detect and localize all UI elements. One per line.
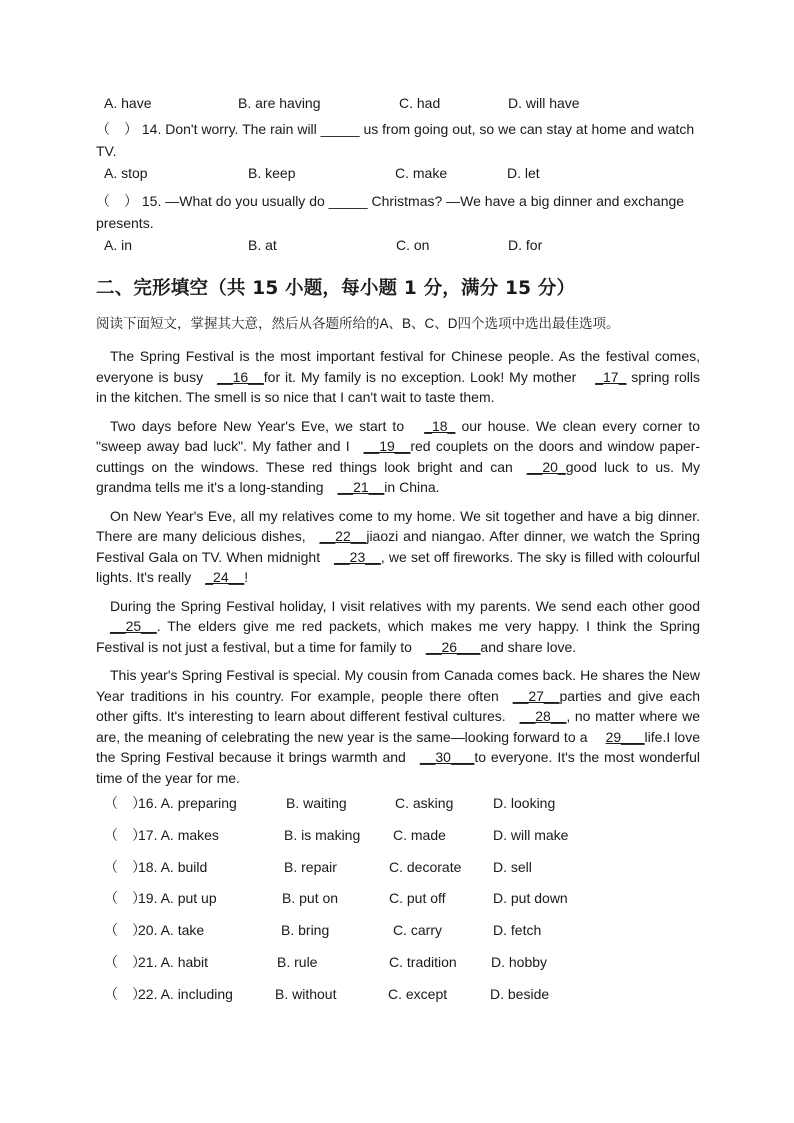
blank-22: __22__ (319, 528, 367, 544)
passage-text: good luck to us. My grandma tells me it's a long-standing (96, 458, 700, 495)
passage-text: On New Year's Eve, all my relatives come to my home. We sit together and have a big dinner. There are many delicious dishes, (96, 507, 700, 544)
answer-paren: （ ） (104, 890, 146, 907)
option-c: C. made (393, 826, 446, 843)
option-d: D. hobby (491, 953, 548, 970)
option-d: D. looking (493, 795, 556, 811)
option-a: 16. A. preparing (138, 795, 237, 811)
cloze-question-list (96, 792, 700, 1015)
option-a: A. in (104, 237, 133, 253)
passage-text: This year's Spring Festival is special. My cousin from Canada comes back. He shares the New Year traditions in his country. For example, people there often (96, 667, 700, 704)
option-d: D. fetch (493, 922, 542, 939)
cloze-question-20 (96, 919, 700, 951)
option-d: D. for (508, 237, 543, 253)
answer-paren: （ ） (96, 121, 138, 137)
option-c: C. except (388, 985, 448, 1002)
answer-paren: （ ） (104, 922, 146, 939)
option-b: B. is making (284, 826, 361, 843)
option-d: D. beside (490, 985, 550, 1002)
blank-18: _18_ (424, 417, 456, 434)
passage-text: in China. (384, 479, 440, 495)
option-c: C. tradition (389, 953, 457, 970)
option-d: D. will have (508, 95, 580, 111)
cloze-question-16 (96, 792, 700, 824)
option-c: C. had (399, 95, 441, 111)
passage-text: to everyone. It's the most wonderful time of the year for me. (96, 749, 700, 786)
q15-options (96, 234, 700, 256)
option-b: B. rule (277, 953, 318, 970)
blank-23: __23__ (334, 548, 381, 565)
option-a: 17. A. makes (138, 826, 219, 843)
option-a: A. have (104, 95, 152, 111)
option-c: C. on (396, 237, 430, 253)
option-b: B. are having (238, 95, 321, 111)
blank-28: __28__ (519, 708, 567, 724)
option-b: B. bring (281, 922, 330, 939)
option-c: C. put off (389, 890, 446, 907)
option-a: 19. A. put up (138, 890, 217, 907)
passage-paragraph-5 (96, 665, 700, 788)
passage-text: During the Spring Festival holiday, I visit relatives with my parents. We send each other good (110, 597, 700, 614)
blank-21: __21__ (337, 479, 385, 495)
option-b: B. put on (282, 890, 339, 907)
option-b: B. keep (248, 165, 296, 181)
option-a: A. stop (104, 165, 148, 181)
q14-options (96, 162, 700, 184)
option-c: C. decorate (389, 858, 462, 875)
blank-20: __20_ (526, 458, 566, 475)
option-d: D. let (507, 165, 540, 181)
blank-16: __16__ (217, 368, 264, 385)
passage-text: jiaozi and niangao. After dinner, we watch the Spring Festival Gala on TV. When midnight (96, 528, 700, 565)
answer-paren: （ ） (104, 858, 146, 875)
blank-26: __26___ (425, 638, 481, 655)
option-b: B. at (248, 237, 277, 253)
exam-page (96, 92, 700, 1015)
passage-paragraph-3 (96, 506, 700, 588)
option-b: B. repair (284, 858, 337, 875)
passage-text: parties and give each other gifts. It's interesting to learn about different festival cultures. (96, 687, 700, 724)
cloze-question-22 (96, 983, 700, 1015)
option-c: C. asking (395, 795, 454, 811)
passage-text: life.I love the Spring Festival because it brings warmth and (96, 728, 701, 765)
passage-text: The Spring Festival is the most important festival for Chinese people. As the festival comes, everyone is busy (96, 348, 700, 385)
question-15 (96, 190, 700, 234)
passage-text: our house. We clean every corner to "sweep away bad luck". My father and I (96, 417, 700, 454)
blank-17: _17_ (595, 368, 627, 385)
cloze-question-21 (96, 951, 700, 983)
answer-paren: （ ） (104, 985, 146, 1002)
option-d: D. sell (493, 858, 532, 875)
question-14 (96, 118, 700, 162)
answer-paren: （ ） (104, 826, 146, 843)
blank-24: _24__ (205, 569, 245, 585)
passage-text: red couplets on the doors and window paper-cuttings on the windows. These red things look bright and can (96, 438, 700, 475)
option-a: 21. A. habit (138, 953, 209, 970)
blank-25: __25__ (110, 618, 157, 634)
question-stem: 14. Don't worry. The rain will _____ us from going out, so we can stay at home and watch TV. (96, 121, 695, 159)
blank-30: __30___ (419, 749, 475, 765)
option-a: 20. A. take (138, 922, 205, 939)
option-c: C. make (395, 165, 448, 181)
passage-text: and share love. (480, 638, 577, 655)
passage-paragraph-4 (96, 596, 700, 658)
answer-paren: （ ） (96, 193, 138, 209)
section-instruction: 阅读下面短文，掌握其大意，然后从各题所给的A、B、C、D四个选项中选出最佳选项。 (96, 316, 620, 331)
passage-text: ! (244, 569, 249, 585)
passage-text: Two days before New Year's Eve, we start to (110, 417, 411, 434)
option-d: D. put down (493, 890, 568, 907)
passage-text: , we set off fireworks. The sky is filled with colourful lights. It's really (96, 548, 701, 585)
answer-paren: （ ） (104, 953, 146, 970)
section-title: 二、完形填空（共 15 小题，每小题 1 分，满分 15 分） (96, 278, 576, 299)
option-c: C. carry (393, 922, 442, 939)
option-a: 18. A. build (138, 858, 208, 875)
cloze-question-19 (96, 887, 700, 919)
option-d: D. will make (493, 826, 569, 843)
option-b: B. without (275, 985, 337, 1002)
cloze-question-18 (96, 856, 700, 888)
cloze-question-17 (96, 824, 700, 856)
passage-text: , no matter where we are, the meaning of celebrating the new year is the same—looking forward to a (96, 708, 700, 745)
blank-27: __27__ (512, 687, 560, 704)
option-a: 22. A. including (138, 985, 233, 1002)
question-stem: 15. —What do you usually do _____ Christmas? —We have a big dinner and exchange presents. (96, 193, 685, 231)
q13-options (96, 92, 700, 114)
passage-text: spring rolls in the kitchen. The smell is so nice that I can't wait to taste them. (96, 368, 700, 405)
passage-paragraph-1 (96, 346, 700, 408)
blank-19: __19__ (363, 438, 411, 454)
option-b: B. waiting (286, 795, 347, 811)
blank-29: 29___ (605, 728, 645, 745)
answer-paren: （ ） (104, 795, 146, 811)
passage-text: for it. My family is no exception. Look! My mother (263, 368, 582, 385)
passage-paragraph-2 (96, 416, 700, 498)
passage-text: . The elders give me red packets, which makes me very happy. I think the Spring Festival is not just a festival, but a time for family to (96, 618, 700, 655)
